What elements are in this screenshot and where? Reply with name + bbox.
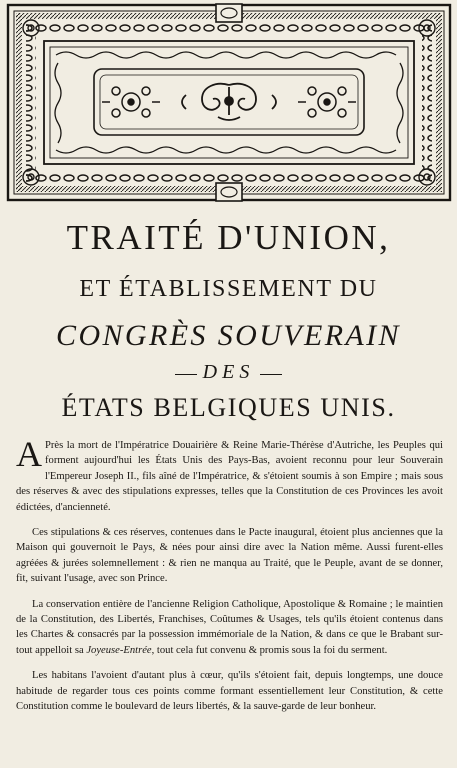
paragraph-3-text-a: La conservation entière de l'ancienne Religion Catholique, Apostolique & Romaine ; le maintien de la Constitution, des Libertés, Franchises, Coûtumes & Usages, tels qu'ils étoient contenus dans les Chartes & consacrés par la possession immémoriale de la Nation, & dans ce que le Brabant sur-tout appelloit sa bbox=[16, 598, 443, 656]
title-line-4 bbox=[0, 361, 457, 384]
title-line-2: ET ÉTABLISSEMENT DU bbox=[79, 276, 378, 302]
title-line-5: ÉTATS BELGIQUES UNIS. bbox=[61, 393, 396, 422]
body-text bbox=[16, 434, 443, 725]
paragraph-3 bbox=[16, 597, 443, 659]
joyeuse-entree-term: Joyeuse-Entrée bbox=[86, 644, 152, 656]
ornamental-header-border bbox=[6, 3, 452, 202]
drop-cap: A bbox=[16, 434, 42, 474]
title-line-3: CONGRÈS SOUVERAIN bbox=[56, 319, 401, 352]
paragraph-1 bbox=[16, 434, 443, 515]
title-line-1: TRAITÉ D'UNION, bbox=[66, 218, 391, 257]
paragraph-2: Ces stipulations & ces réserves, contenues dans le Pacte inaugural, étoient plus anciennes que la Maison qui gouvernoit le Pays, & nées pour ainsi dire avec la Nation même. Aussi furent-elles agréées & jurées solemnellement : & rien ne manqua au Traité, que le Peuple, avant de se donner, fit, suivant l'usage, avec son Prince. bbox=[16, 527, 443, 585]
paragraph-4: Les habitans l'avoient d'autant plus à cœur, qu'ils s'étoient fait, depuis longtemps, une douce habitude de regarder tous ces points comme formant essentiellement leur Constitution, & cette Constitution comme le boulevard de leurs libertés, & la sauve-garde de leur bonheur. bbox=[16, 670, 443, 713]
paragraph-1-text: Près la mort de l'Impératrice Douairière & Reine Marie-Thérèse d'Autriche, les Peuples qui forment aujourd'hui les États Unis des Pays-Bas, avoient reconnu pour leur Souverain l'Empereur Joseph II., fils aîné de l'Impératrice, & s'étoient soumis à son Empire ; mais sous des réserves & avec des stipulations expresses, telles que la Constitution de ces Provinces les avoit édictées, d'ancienneté. bbox=[16, 440, 443, 513]
title-line-4-text: DES bbox=[185, 361, 273, 384]
paragraph-3-text-b: , tout cela fut convenu & promis sous la foi du serment. bbox=[151, 644, 388, 656]
